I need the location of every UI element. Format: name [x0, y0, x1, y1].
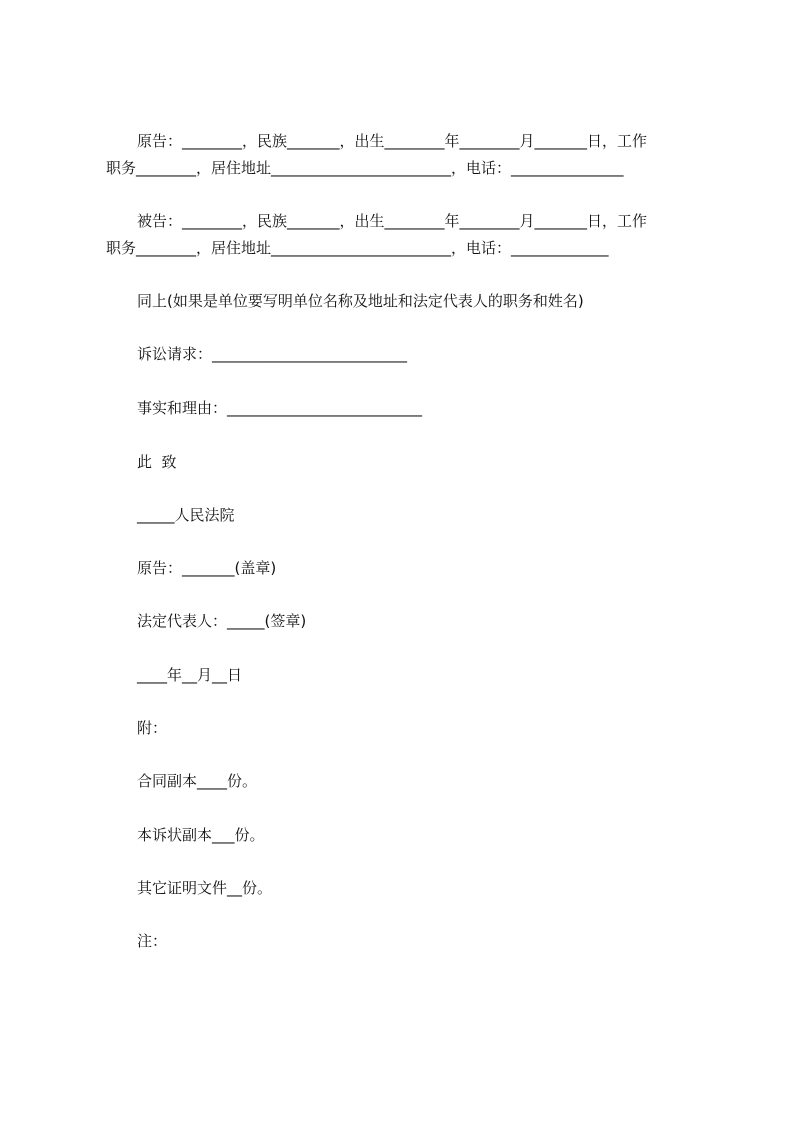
same-as-above-note: 同上(如果是单位要写明单位名称及地址和法定代表人的职务和姓名) [137, 292, 584, 310]
attachment-complaint-copies: 本诉状副本___份。 [137, 826, 265, 844]
plaintiff-info-line-1: 原告：________，民族_______，出生________年________月_______日，工作 [137, 132, 648, 150]
defendant-info-line-1: 被告：________，民族_______，出生________年________月_______日，工作 [137, 212, 648, 230]
salutation: 此 致 [137, 453, 177, 471]
plaintiff-info-line-2: 职务________，居住地址________________________，电话：_______________ [106, 159, 624, 177]
attachment-contract-copies: 合同副本____份。 [137, 772, 258, 790]
facts-reasons-line: 事实和理由：__________________________ [137, 399, 423, 417]
court-line: _____人民法院 [137, 506, 235, 524]
notes-label: 注： [137, 932, 168, 950]
attachments-label: 附： [137, 719, 168, 737]
defendant-info-line-2: 职务________，居住地址________________________，电话：_____________ [106, 239, 609, 257]
plaintiff-seal-line: 原告：_______(盖章) [137, 559, 277, 577]
date-line: ____年__月__日 [137, 666, 243, 684]
attachment-other-evidence: 其它证明文件__份。 [137, 879, 273, 897]
legal-rep-sign-line: 法定代表人：_____(签章) [137, 612, 307, 630]
claims-line: 诉讼请求：__________________________ [137, 345, 408, 363]
